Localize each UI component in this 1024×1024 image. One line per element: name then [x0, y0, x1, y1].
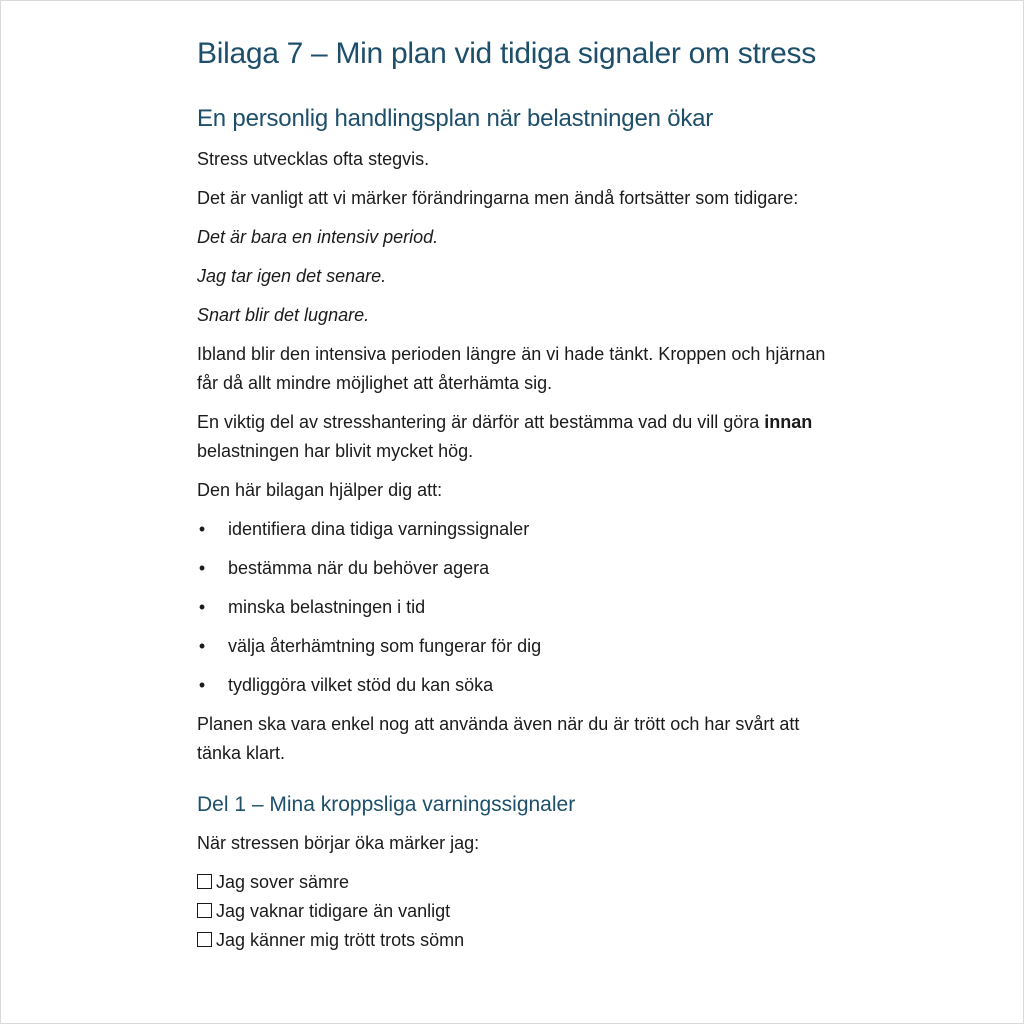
section-lead: När stressen börjar öka märker jag:: [197, 833, 480, 853]
quote-2: Jag tar igen det senare.: [197, 266, 387, 286]
signal-checklist: [197, 868, 837, 955]
bullet-icon: •: [198, 675, 206, 695]
bullet-icon: •: [198, 597, 206, 617]
checklist-item[interactable]: [197, 897, 837, 926]
page-subtitle: En personlig handlingsplan när belastningen ökar: [197, 105, 714, 132]
section-heading: Del 1 – Mina kroppsliga varningssignaler: [197, 793, 576, 816]
quote-1: Det är bara en intensiv period.: [197, 227, 439, 247]
list-item-text: tydliggöra vilket stöd du kan söka: [228, 675, 494, 695]
checklist-item[interactable]: [197, 868, 837, 897]
intro-paragraph-4: [197, 408, 837, 466]
intro-paragraph-5: Den här bilagan hjälper dig att:: [197, 480, 443, 500]
page-title: Bilaga 7 – Min plan vid tidiga signaler om stress: [197, 37, 816, 70]
checklist-label: Jag vaknar tidigare än vanligt: [216, 901, 451, 921]
checklist-item[interactable]: [197, 926, 837, 955]
intro-paragraph-1: Stress utvecklas ofta stegvis.: [197, 149, 430, 169]
checklist-label: Jag känner mig trött trots sömn: [216, 930, 465, 950]
purpose-list: [197, 515, 837, 700]
list-item-text: välja återhämtning som fungerar för dig: [228, 636, 542, 656]
list-item-text: minska belastningen i tid: [228, 597, 426, 617]
list-item: [197, 632, 837, 661]
bullet-icon: •: [198, 519, 206, 539]
checkbox[interactable]: [197, 874, 212, 889]
closing-paragraph: Planen ska vara enkel nog att använda även när du är trött och har svårt att tänka klart.: [197, 714, 800, 763]
list-item: [197, 593, 837, 622]
intro-paragraph-2: Det är vanligt att vi märker förändringarna men ändå fortsätter som tidigare:: [197, 188, 799, 208]
checklist-label: Jag sover sämre: [216, 872, 350, 892]
checkbox[interactable]: [197, 932, 212, 947]
document-body: [197, 29, 837, 955]
p4-emphasis: innan: [764, 412, 813, 432]
list-item: [197, 515, 837, 544]
checkbox[interactable]: [197, 903, 212, 918]
list-item: [197, 554, 837, 583]
p4-text-before: En viktig del av stresshantering är därför att bestämma vad du vill göra: [197, 412, 765, 432]
p4-text-after: belastningen har blivit mycket hög.: [197, 441, 474, 461]
intro-paragraph-3: Ibland blir den intensiva perioden längre än vi hade tänkt. Kroppen och hjärnan får då allt mindre möjlighet att återhämta sig.: [197, 344, 826, 393]
quote-3: Snart blir det lugnare.: [197, 305, 370, 325]
list-item-text: identifiera dina tidiga varningssignaler: [228, 519, 530, 539]
list-item-text: bestämma när du behöver agera: [228, 558, 490, 578]
bullet-icon: •: [198, 558, 206, 578]
bullet-icon: •: [198, 636, 206, 656]
list-item: [197, 671, 837, 700]
